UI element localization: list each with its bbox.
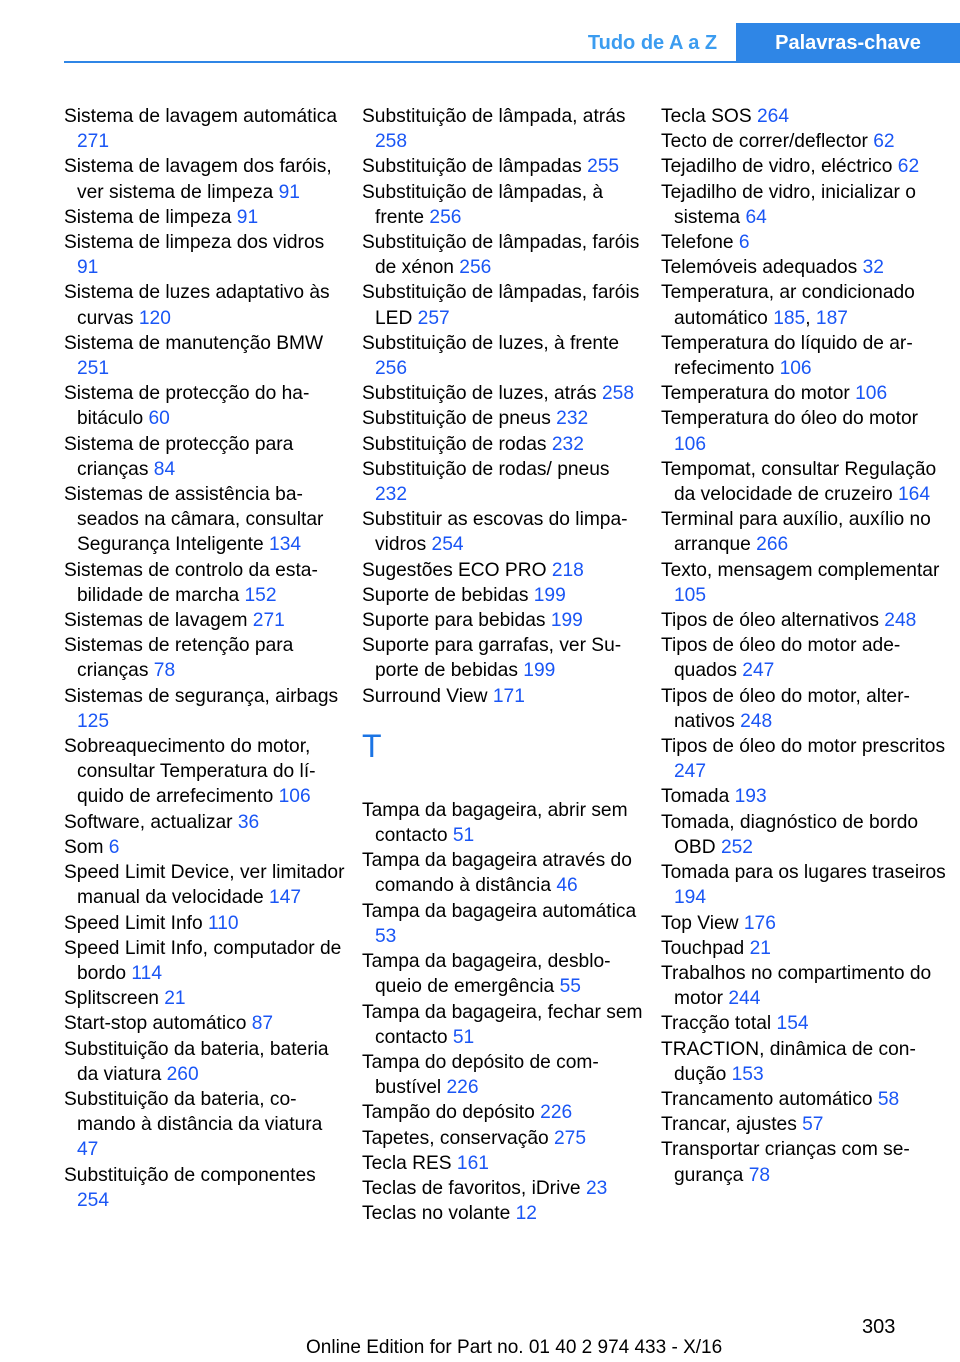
entry-text: Substituição de luzes, à frente — [362, 332, 620, 354]
entry-text: Trancar, ajustes — [661, 1114, 797, 1136]
entry-text: Tampão do depósito — [362, 1102, 535, 1124]
page-link[interactable]: 154 — [776, 1013, 809, 1035]
page-link[interactable]: 114 — [131, 962, 163, 984]
index-column-3 — [661, 104, 951, 1188]
entry-text: Sobreaquecimento do motor, consultar Temperatura do líquido de arrefecimento — [64, 736, 316, 808]
entry-text: Substituição de rodas/ pneus — [362, 458, 610, 480]
index-entry — [362, 1151, 644, 1176]
entry-text: Splitscreen — [64, 988, 159, 1010]
index-entry — [64, 381, 346, 431]
index-entry — [661, 911, 951, 936]
entry-text: Substituição de lâmpadas, à frente — [362, 181, 604, 228]
entry-text: Substituição de luzes, atrás — [362, 383, 597, 405]
index-entry — [362, 949, 644, 999]
index-entry — [362, 1126, 644, 1151]
entry-text: Sistema de protecção do habitáculo — [64, 383, 310, 430]
index-entry — [661, 860, 951, 910]
index-entry — [661, 230, 951, 255]
entry-text: Sistema de manutenção BMW — [64, 332, 324, 354]
index-entry — [362, 899, 644, 949]
entry-text: Temperatura do óleo do motor — [661, 408, 919, 430]
index-entry — [661, 810, 951, 860]
page-link[interactable]: 105 — [674, 584, 707, 606]
entry-text: Speed Limit Info, computador de bordo — [64, 937, 342, 984]
entry-text: Tipos de óleo alternativos — [661, 610, 879, 632]
index-entry — [64, 154, 346, 204]
page-link[interactable]: 106 — [779, 358, 812, 380]
page-link[interactable]: 134 — [269, 534, 302, 556]
entry-text: Tecla SOS — [661, 106, 752, 127]
page-link[interactable]: 47 — [77, 1139, 99, 1161]
page-link[interactable]: 271 — [77, 131, 110, 153]
page-link[interactable]: 161 — [456, 1152, 489, 1174]
page-link[interactable]: 21 — [164, 988, 186, 1010]
page-link[interactable]: 248 — [740, 710, 773, 732]
index-entry — [362, 848, 644, 898]
index-entry — [661, 1037, 951, 1087]
page-link[interactable]: 91 — [278, 181, 300, 203]
page-link[interactable]: 120 — [138, 307, 171, 329]
entry-text: Suporte para bebidas — [362, 610, 546, 632]
page-link[interactable]: 251 — [77, 358, 110, 380]
header-rule — [64, 61, 960, 63]
entry-text: Sistemas de segurança, airbags — [64, 685, 339, 707]
page-link[interactable]: 23 — [585, 1177, 608, 1199]
entry-text: Touchpad — [661, 937, 745, 959]
page-link[interactable]: 51 — [452, 825, 475, 847]
index-entry — [362, 507, 644, 557]
entry-text: Tapetes, conservação — [362, 1127, 549, 1149]
page-link[interactable]: 226 — [446, 1077, 479, 1099]
entry-text: Tipos de óleo do motor adequados — [661, 635, 901, 682]
entry-text: TRACTION, dinâmica de condução — [661, 1038, 916, 1085]
index-entry — [64, 986, 346, 1011]
entry-text: Substituir as escovas do limpa-vidros — [362, 509, 628, 556]
entry-text: Tampa do depósito de combustível — [362, 1051, 599, 1099]
entry-text: Tampa da bagageira através do comando à distância — [362, 850, 632, 897]
page-link[interactable]: 32 — [862, 257, 884, 279]
index-entry — [661, 154, 951, 179]
index-entry — [661, 104, 951, 129]
page-link[interactable]: 218 — [551, 559, 584, 581]
entry-text: Sistema de luzes adaptativo às curvas — [64, 282, 330, 329]
page-link[interactable]: 171 — [492, 685, 525, 707]
page-link[interactable]: 244 — [728, 988, 761, 1010]
entry-text: Tecla RES — [362, 1152, 452, 1174]
index-entry — [64, 835, 346, 860]
page-link[interactable]: 91 — [236, 206, 259, 228]
index-entry — [362, 1050, 644, 1100]
page-link[interactable]: 152 — [244, 584, 277, 606]
index-entry — [362, 558, 644, 583]
page-link[interactable]: 248 — [884, 610, 917, 632]
page-link[interactable]: 194 — [674, 887, 707, 909]
entry-text: Substituição de lâmpadas — [362, 156, 582, 178]
index-entry — [661, 507, 951, 557]
entry-text: Sistemas de controlo da estabilidade de marcha — [64, 559, 318, 606]
index-entry — [64, 860, 346, 910]
page-link[interactable]: 60 — [148, 408, 170, 430]
entry-text: Tampa da bagageira, fechar sem contacto — [362, 1001, 643, 1048]
page-link[interactable]: 53 — [375, 925, 397, 947]
page-link[interactable]: 6 — [738, 232, 750, 254]
entry-text: Teclas no volante — [362, 1203, 511, 1225]
entry-text: Speed Limit Info — [64, 912, 203, 934]
index-entry: Temperatura, ar condicionado automático 185, 187 — [661, 282, 915, 329]
page-link[interactable]: 78 — [153, 660, 176, 682]
entry-text: Temperatura do líquido de arrefecimento — [661, 332, 913, 380]
page-link[interactable]: 46 — [556, 875, 578, 897]
page-link[interactable]: 106 — [855, 383, 888, 405]
index-entry — [661, 331, 951, 381]
entry-text: Trabalhos no compartimento do motor — [661, 962, 932, 1010]
index-entry — [362, 1176, 644, 1201]
index-entry — [661, 936, 951, 961]
index-entry — [64, 734, 346, 810]
page-link[interactable]: 57 — [802, 1114, 824, 1136]
index-entry — [64, 280, 346, 330]
page-link[interactable]: 232 — [375, 484, 408, 506]
entry-text: Suporte para garrafas, ver Suporte de bebidas — [362, 635, 622, 682]
index-entry — [661, 608, 951, 633]
index-entry — [362, 1000, 644, 1050]
page-link[interactable]: 271 — [252, 610, 285, 632]
index-entry — [362, 230, 644, 280]
page-link[interactable]: 91 — [77, 257, 99, 279]
page-link[interactable]: 58 — [877, 1088, 900, 1110]
page-link[interactable]: 6 — [108, 836, 120, 858]
entry-text: Speed Limit Device, ver limitador manual da velocidade — [64, 862, 345, 909]
entry-text: Tampa da bagageira automática — [362, 900, 637, 922]
entry-text: Tipos de óleo do motor, alternativos — [661, 685, 910, 732]
page-link[interactable]: 147 — [269, 887, 302, 909]
entry-text: Sugestões ECO PRO — [362, 559, 547, 581]
page-link[interactable]: 51 — [452, 1026, 475, 1048]
index-entry — [661, 558, 951, 608]
page-link[interactable]: 256 — [429, 206, 462, 228]
page-link[interactable]: 266 — [756, 534, 789, 556]
index-entry — [362, 154, 644, 179]
page-link[interactable]: 264 — [757, 106, 790, 127]
index-entry — [64, 230, 346, 280]
entry-text: Sistema de lavagem dos faróis, ver sistema de limpeza — [64, 156, 332, 203]
entry-text: Tampa da bagageira, abrir sem contacto — [362, 799, 628, 847]
index-entry — [362, 633, 644, 683]
entry-text: Start-stop automático — [64, 1013, 247, 1035]
entry-text: Tomada, diagnóstico de bordo OBD — [661, 811, 919, 858]
page-link[interactable]: 110 — [208, 912, 239, 934]
page-link[interactable]: 84 — [153, 458, 176, 480]
index-entry — [661, 255, 951, 280]
index-entry — [362, 608, 644, 633]
entry-text: Temperatura do motor — [661, 383, 850, 405]
entry-text: Top View — [661, 912, 739, 934]
index-entry — [64, 633, 346, 683]
page-link[interactable]: 257 — [417, 307, 450, 329]
entry-text: Sistema de lavagem automática — [64, 106, 338, 127]
index-entry — [661, 457, 951, 507]
index-entry — [661, 961, 951, 1011]
page-link[interactable]: 247 — [674, 761, 707, 783]
index-entry — [661, 1137, 951, 1187]
page-link[interactable]: 256 — [375, 358, 408, 380]
entry-text: Som — [64, 836, 104, 858]
page-link[interactable]: 232 — [556, 408, 589, 430]
page-link[interactable]: 260 — [166, 1063, 199, 1085]
entry-text: Telefone — [661, 232, 734, 254]
index-entry — [362, 331, 644, 381]
entry-text: Tomada para os lugares traseiros — [661, 862, 946, 884]
index-entry — [64, 1087, 346, 1163]
page-link[interactable]: 64 — [745, 206, 767, 228]
page-link[interactable]: 254 — [77, 1189, 110, 1211]
page-link[interactable]: 199 — [550, 610, 583, 632]
index-entry — [362, 583, 644, 608]
entry-text: Sistemas de assistência baseados na câmara, consultar Segurança Inteligente — [64, 484, 324, 556]
index-entry — [362, 180, 644, 230]
index-entry — [64, 1163, 346, 1213]
page-link[interactable]: 254 — [431, 534, 464, 556]
page-link[interactable]: 256 — [459, 257, 492, 279]
entry-text: Substituição de componentes — [64, 1164, 316, 1186]
entry-text: Substituição da bateria, comando à distância da viatura — [64, 1088, 323, 1136]
page-link[interactable]: 255 — [587, 156, 620, 178]
entry-text: Sistemas de lavagem — [64, 610, 248, 632]
page-link[interactable]: 106 — [674, 433, 707, 455]
index-entry — [64, 432, 346, 482]
index-entry — [362, 406, 644, 431]
entry-text: Tomada — [661, 786, 730, 808]
index-entry — [661, 784, 951, 809]
index-entry — [64, 810, 346, 835]
index-entry — [64, 608, 346, 633]
page-link[interactable]: 62 — [897, 156, 920, 178]
index-entry — [661, 734, 951, 784]
page-link[interactable]: 106 — [278, 786, 311, 808]
page-link[interactable]: 78 — [748, 1164, 771, 1186]
page-link[interactable]: 258 — [375, 131, 408, 153]
index-entry — [64, 104, 346, 154]
page-link[interactable]: 199 — [533, 584, 566, 606]
entry-text: Sistema de limpeza — [64, 206, 232, 228]
entry-text: Texto, mensagem complementar — [661, 559, 940, 581]
index-entry — [362, 280, 644, 330]
page-link[interactable]: 232 — [551, 433, 584, 455]
page-link[interactable]: 21 — [749, 937, 771, 959]
page-link[interactable]: 153 — [731, 1063, 764, 1085]
page-link[interactable]: 226 — [540, 1102, 573, 1124]
entry-text: Substituição de lâmpadas, faróis LED — [362, 282, 640, 329]
entry-text: Tecto de correr/deflector — [661, 131, 868, 153]
index-column-2 — [362, 104, 644, 1226]
index-entry — [64, 911, 346, 936]
index-entry — [661, 1087, 951, 1112]
index-entry — [362, 381, 644, 406]
entry-text: Telemóveis adequados — [661, 257, 858, 279]
index-entry — [362, 457, 644, 507]
index-entry — [362, 1100, 644, 1125]
index-entry — [661, 1112, 951, 1137]
entry-text: Sistema de protecção para crianças — [64, 433, 294, 480]
page-link[interactable]: 252 — [720, 836, 753, 858]
index-entry — [64, 936, 346, 986]
index-entry — [64, 482, 346, 558]
entry-text: Tejadilho de vidro, inicializar o sistema — [661, 181, 916, 228]
chapter-tab[interactable]: Palavras-chave — [736, 23, 960, 63]
page-link[interactable]: 55 — [559, 976, 581, 998]
index-entry — [64, 1037, 346, 1087]
entry-text: Tampa da bagageira, desbloqueio de emergência — [362, 951, 611, 998]
entry-text: Surround View — [362, 685, 488, 707]
page-link[interactable]: 36 — [237, 811, 260, 833]
index-entry — [661, 180, 951, 230]
entry-text: Substituição de lâmpada, atrás — [362, 106, 626, 127]
page-link[interactable]: 164 — [898, 484, 931, 506]
index-entry — [362, 432, 644, 457]
page-link[interactable]: 199 — [523, 660, 556, 682]
index-entry — [64, 558, 346, 608]
page-link[interactable]: 193 — [734, 786, 767, 808]
index-entry — [661, 633, 951, 683]
entry-text: Suporte de bebidas — [362, 584, 529, 606]
page-link[interactable]: 87 — [251, 1013, 274, 1035]
index-column-1 — [64, 104, 346, 1213]
entry-text: Trancamento automático — [661, 1088, 873, 1110]
entry-text: Tejadilho de vidro, eléctrico — [661, 156, 893, 178]
entry-text: Tipos de óleo do motor prescritos — [661, 736, 946, 758]
page-link[interactable]: 176 — [743, 912, 776, 934]
edition-footer: Online Edition for Part no. 01 40 2 974 433 - X/16 — [306, 1337, 723, 1358]
entry-text: Temperatura, ar condicionado automático — [661, 282, 915, 329]
index-entry — [661, 381, 951, 406]
index-entry — [64, 1011, 346, 1036]
index-entry — [661, 1011, 951, 1036]
entry-text: Tempomat, consultar Regulação da velocidade de cruzeiro — [661, 458, 937, 506]
entry-text: Terminal para auxílio, auxílio no arranque — [661, 509, 931, 556]
index-entry — [661, 684, 951, 734]
page-number: 303 — [862, 1316, 896, 1338]
entry-text: Sistemas de retenção para crianças — [64, 635, 294, 682]
section-tab[interactable]: Tudo de A a Z — [587, 31, 718, 54]
index-entry — [661, 406, 951, 456]
section-letter: T — [362, 727, 382, 764]
entry-text: Software, actualizar — [64, 811, 233, 833]
index-entry — [661, 129, 951, 154]
page-link[interactable]: 125 — [77, 710, 110, 732]
page-link[interactable]: 185 — [773, 307, 806, 329]
entry-text: Transportar crianças com segurança — [661, 1139, 910, 1186]
entry-text: Substituição de lâmpadas, faróis de xénon — [362, 232, 640, 279]
entry-text: Sistema de limpeza dos vidros — [64, 232, 325, 254]
index-entry — [64, 331, 346, 381]
page-link[interactable]: 275 — [554, 1127, 587, 1149]
page-link[interactable]: 187 — [815, 307, 848, 329]
entry-text: Substituição de rodas — [362, 433, 547, 455]
entry-text: Teclas de favoritos, iDrive — [362, 1177, 581, 1199]
index-entry — [64, 684, 346, 734]
header-bar — [0, 0, 960, 64]
index-entry — [362, 104, 644, 154]
entry-text: Substituição da bateria, bateria da viatura — [64, 1038, 329, 1085]
index-entry — [362, 1201, 644, 1226]
page-link[interactable]: 247 — [742, 660, 775, 682]
index-entry — [362, 684, 644, 709]
page-link[interactable]: 258 — [602, 383, 635, 405]
index-entry — [362, 798, 644, 848]
entry-text: Tracção total — [661, 1013, 772, 1035]
index-entry — [64, 205, 346, 230]
page-link[interactable]: 12 — [515, 1203, 537, 1225]
entry-text: Substituição de pneus — [362, 408, 551, 430]
page-link[interactable]: 62 — [873, 131, 895, 153]
